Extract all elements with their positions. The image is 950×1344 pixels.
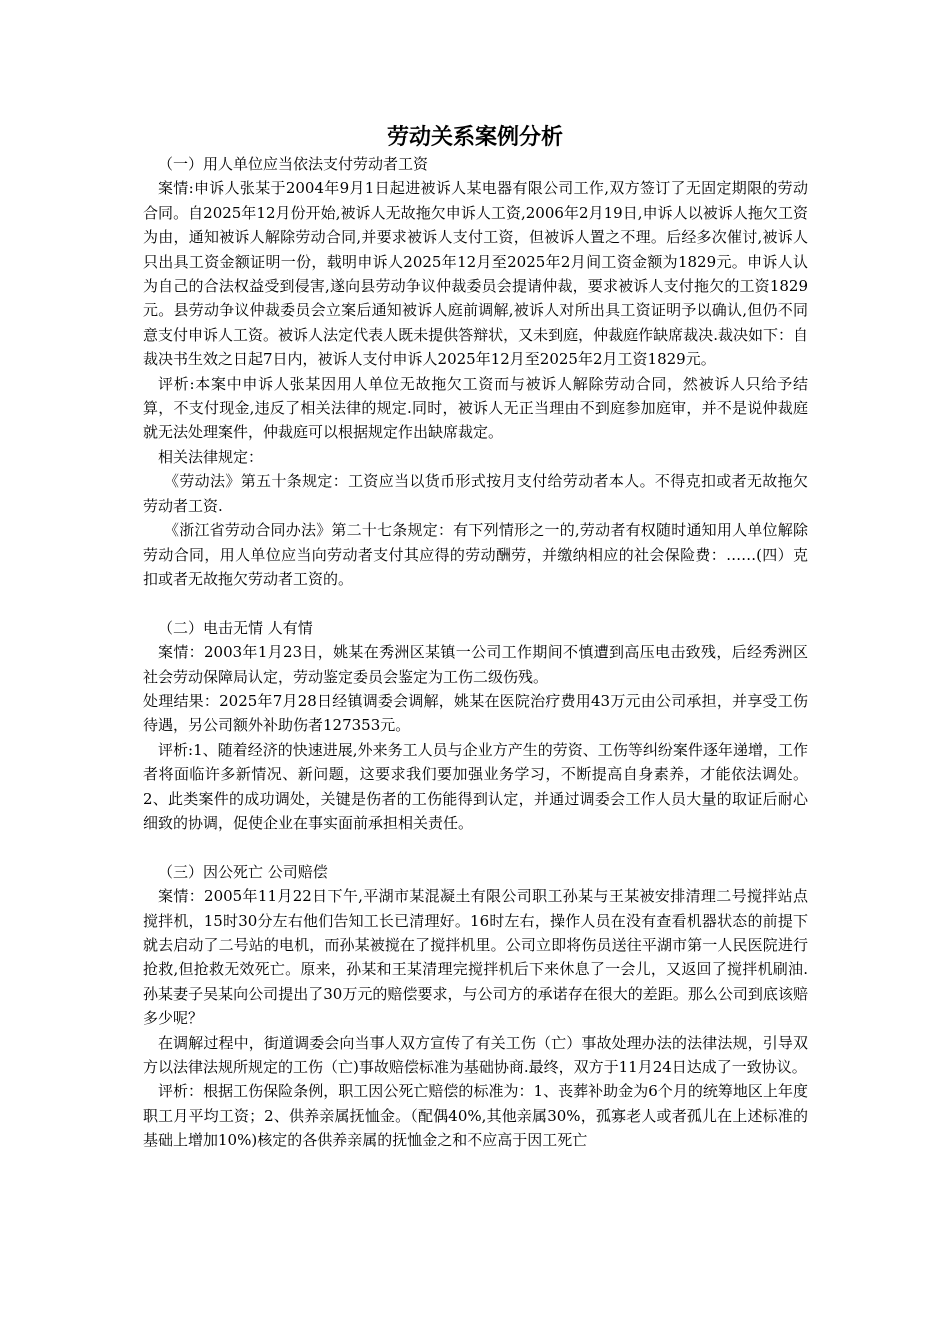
mediation-paragraph: 在调解过程中，街道调委会向当事人双方宣传了有关工伤（亡）事故处理办法的法律法规，引导双方以法律法规所规定的工伤（亡)事故赔偿标准为基础协商.最终，双方于11月24日达成了一致协议。 bbox=[143, 1033, 808, 1076]
law-paragraph: 《浙江省劳动合同办法》第二十七条规定：有下列情形之一的,劳动者有权随时通知用人单位解除劳动合同，用人单位应当向劳动者支付其应得的劳动酬劳，并缴纳相应的社会保险费：……(四）克扣或者无故拖欠劳动者工资的。 bbox=[143, 521, 808, 588]
section-heading: （二）电击无情 人有情 bbox=[158, 618, 313, 637]
law-paragraph: 《劳动法》第五十条规定：工资应当以货币形式按月支付给劳动者本人。不得克扣或者无故拖欠劳动者工资. bbox=[143, 472, 808, 515]
analysis-paragraph: 评析:本案中申诉人张某因用人单位无故拖欠工资而与被诉人解除劳动合同，然被诉人只给予结算，不支付现金,违反了相关法律的规定.同时，被诉人无正当理由不到庭参加庭审，并不是说仲裁庭就无法处理案件，仲裁庭可以根据规定作出缺席裁定。 bbox=[143, 374, 808, 442]
case-paragraph: 案情：2005年11月22日下午,平湖市某混凝土有限公司职工孙某与王某被安排清理二号搅拌站点搅拌机，15时30分左右他们告知工长已清理好。16时左右，操作人员在没有查看机器状态的前提下就去启动了二号站的电机，而孙某被搅在了搅拌机里。公司立即将伤员送往平湖市第一人民医院进行抢救,但抢救无效死亡。原来，孙某和王某清理完搅拌机后下来休息了一会儿，又返回了搅拌机刷油.孙某妻子吴某向公司提出了30万元的赔偿要求，与公司方的承诺存在很大的差距。那么公司到底该赔多少呢？ bbox=[143, 887, 808, 1028]
result-paragraph: 处理结果：2025年7月28日经镇调委会调解，姚某在医院治疗费用43万元由公司承担，并享受工伤待遇，另公司额外补助伤者127353元。 bbox=[143, 691, 808, 735]
analysis-paragraph: 评析:1、随着经济的快速进展,外来务工人员与企业方产生的劳资、工伤等纠纷案件逐年递增，工作者将面临许多新情况、新问题，这要求我们要加强业务学习，不断提高自身素养，才能依法调处。2、此类案件的成功调处，关键是伤者的工伤能得到认定，并通过调委会工作人员大量的取证后耐心细致的协调，促使企业在事实面前承担相关责任。 bbox=[143, 740, 808, 832]
law-heading: 相关法律规定： bbox=[158, 447, 264, 466]
document-body bbox=[143, 152, 808, 1153]
analysis-paragraph: 评析：根据工伤保险条例，职工因公死亡赔偿的标准为：1、丧葬补助金为6个月的统筹地区上年度职工月平均工资；2、供养亲属抚恤金。（配偶40%,其他亲属30%，孤寡老人或者孤儿在上述标准的基础上增加10%)核定的各供养亲属的抚恤金之和不应高于因工死亡 bbox=[143, 1082, 808, 1150]
section-heading: （三）因公死亡 公司赔偿 bbox=[158, 862, 328, 881]
case-paragraph: 案情：2003年1月23日，姚某在秀洲区某镇一公司工作期间不慎遭到高压电击致残，后经秀洲区社会劳动保障局认定，劳动鉴定委员会鉴定为工伤二级伤残。 bbox=[143, 643, 808, 686]
blank-line bbox=[143, 835, 808, 859]
section-heading: （一）用人单位应当依法支付劳动者工资 bbox=[158, 155, 429, 173]
case-paragraph: 案情:申诉人张某于2004年9月1日起进被诉人某电器有限公司工作,双方签订了无固定期限的劳动合同。自2025年12月份开始,被诉人无故拖欠申诉人工资,2006年2月19日,申诉人以被诉人拖欠工资为由，通知被诉人解除劳动合同,并要求被诉人支付工资，但被诉人置之不理。后经多次催讨,被诉人只出具工资金额证明一份，载明申诉人2025年12月至2025年2月间工资金额为1829元。申诉人认为自己的合法权益受到侵害,遂向县劳动争议仲裁委员会提请仲裁，要求被诉人支付拖欠的工资1829元。县劳动争议仲裁委员会立案后通知被诉人庭前调解,被诉人对所出具工资证明予以确认,但仍不同意支付申诉人工资。被诉人法定代表人既未提供答辩状，又未到庭，仲裁庭作缺席裁决.裁决如下：自裁决书生效之日起7日内，被诉人支付申诉人2025年12月至2025年2月工资1829元。 bbox=[143, 179, 808, 369]
page-title: 劳动关系案例分析 bbox=[386, 124, 563, 150]
blank-line bbox=[143, 591, 808, 615]
